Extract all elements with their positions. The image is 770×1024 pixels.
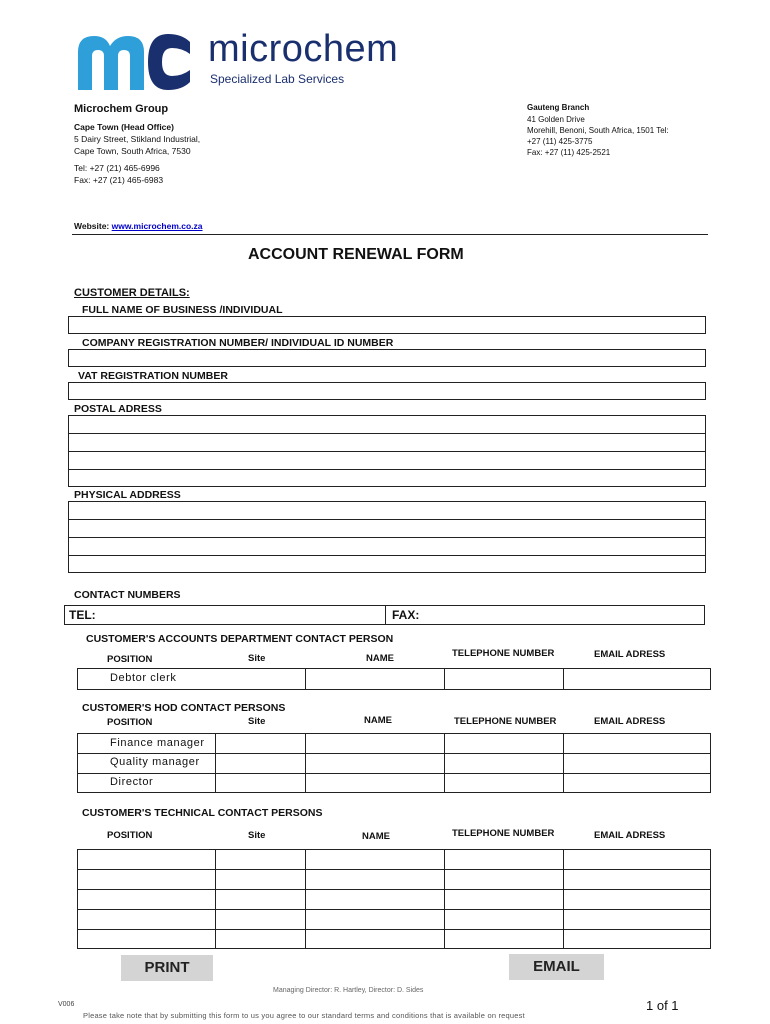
hod-col-position: POSITION xyxy=(107,717,153,728)
tech-col-position: POSITION xyxy=(107,830,153,841)
hod-contact-heading: CUSTOMER'S HOD CONTACT PERSONS xyxy=(82,702,286,714)
tel-label: TEL: xyxy=(69,608,96,622)
brand-tagline: Specialized Lab Services xyxy=(210,72,345,86)
version-label: V006 xyxy=(58,1001,75,1008)
col-email: EMAIL ADRESS xyxy=(594,649,666,660)
branch-line2: Morehill, Benoni, South Africa, 1501 Tel: xyxy=(527,126,669,135)
head-office-line2: Cape Town, South Africa, 7530 xyxy=(74,146,191,156)
group-name: Microchem Group xyxy=(74,103,169,115)
hod-col-name: NAME xyxy=(364,715,392,726)
hod-row-position: Finance manager xyxy=(110,737,205,749)
registration-input[interactable] xyxy=(68,349,706,367)
hod-row-position: Director xyxy=(110,776,154,788)
branch-line4: Fax: +27 (11) 425-2521 xyxy=(527,148,611,157)
form-title: ACCOUNT RENEWAL FORM xyxy=(248,246,464,263)
physical-address-label: PHYSICAL ADDRESS xyxy=(74,489,181,501)
company-logo xyxy=(72,30,452,94)
physical-address-line3[interactable] xyxy=(68,537,706,556)
vat-label: VAT REGISTRATION NUMBER xyxy=(78,370,228,382)
customer-details-heading: CUSTOMER DETAILS: xyxy=(74,287,190,299)
directors-line: Managing Director: R. Hartley, Director: D. Sides xyxy=(273,987,424,994)
tech-col-site: Site xyxy=(248,830,266,841)
accounts-row-position: Debtor clerk xyxy=(110,672,177,684)
tech-col-name: NAME xyxy=(362,831,390,842)
col-site: Site xyxy=(248,653,266,664)
postal-address-line4[interactable] xyxy=(68,469,706,487)
postal-address-line2[interactable] xyxy=(68,433,706,452)
tech-col-telephone: TELEPHONE NUMBER xyxy=(452,828,555,839)
tel-input[interactable] xyxy=(64,605,386,625)
email-button[interactable]: EMAIL xyxy=(509,954,604,980)
accounts-table xyxy=(77,668,711,690)
hod-col-email: EMAIL ADRESS xyxy=(594,716,666,727)
header-divider xyxy=(72,234,708,235)
fax-input[interactable] xyxy=(385,605,705,625)
fax-label: FAX: xyxy=(392,608,420,622)
print-button[interactable]: PRINT xyxy=(121,955,213,981)
website-row xyxy=(74,221,203,231)
full-name-input[interactable] xyxy=(68,316,706,334)
head-office-line1: 5 Dairy Street, Stikland Industrial, xyxy=(74,134,201,144)
mc-logo-icon xyxy=(72,30,194,94)
brand-name: microchem xyxy=(208,28,399,70)
physical-address-line4[interactable] xyxy=(68,555,706,573)
page-number: 1 of 1 xyxy=(646,998,679,1013)
hod-col-site: Site xyxy=(248,716,266,727)
col-position: POSITION xyxy=(107,654,153,665)
technical-contact-heading: CUSTOMER'S TECHNICAL CONTACT PERSONS xyxy=(82,807,323,819)
hod-table xyxy=(77,733,711,793)
head-office-title: Cape Town (Head Office) xyxy=(74,122,174,132)
head-office-fax: Fax: +27 (21) 465-6983 xyxy=(74,175,164,185)
tech-col-email: EMAIL ADRESS xyxy=(594,830,666,841)
physical-address-line1[interactable] xyxy=(68,501,706,520)
full-name-label: FULL NAME OF BUSINESS /INDIVIDUAL xyxy=(82,304,283,316)
col-name: NAME xyxy=(366,653,394,664)
vat-input[interactable] xyxy=(68,382,706,400)
accounts-contact-heading: CUSTOMER'S ACCOUNTS DEPARTMENT CONTACT PERSON xyxy=(86,633,394,645)
registration-label: COMPANY REGISTRATION NUMBER/ INDIVIDUAL ID NUMBER xyxy=(82,337,394,349)
hod-col-telephone: TELEPHONE NUMBER xyxy=(454,716,557,727)
physical-address-line2[interactable] xyxy=(68,519,706,538)
postal-address-label: POSTAL ADRESS xyxy=(74,403,162,415)
head-office-tel: Tel: +27 (21) 465-6996 xyxy=(74,163,160,173)
postal-address-line3[interactable] xyxy=(68,451,706,470)
branch-title: Gauteng Branch xyxy=(527,103,590,112)
contact-numbers-heading: CONTACT NUMBERS xyxy=(74,589,181,601)
hod-row-position: Quality manager xyxy=(110,756,200,768)
website-link[interactable]: www.microchem.co.za xyxy=(111,221,203,231)
website-label: Website: xyxy=(74,221,110,231)
postal-address-line1[interactable] xyxy=(68,415,706,434)
technical-table xyxy=(77,849,711,949)
col-telephone: TELEPHONE NUMBER xyxy=(452,648,555,659)
branch-line1: 41 Golden Drive xyxy=(527,115,585,124)
branch-line3: +27 (11) 425-3775 xyxy=(527,137,593,146)
terms-notice: Please take note that by submitting this form to us you agree to our standard terms and conditions that is available on request xyxy=(83,1011,525,1020)
